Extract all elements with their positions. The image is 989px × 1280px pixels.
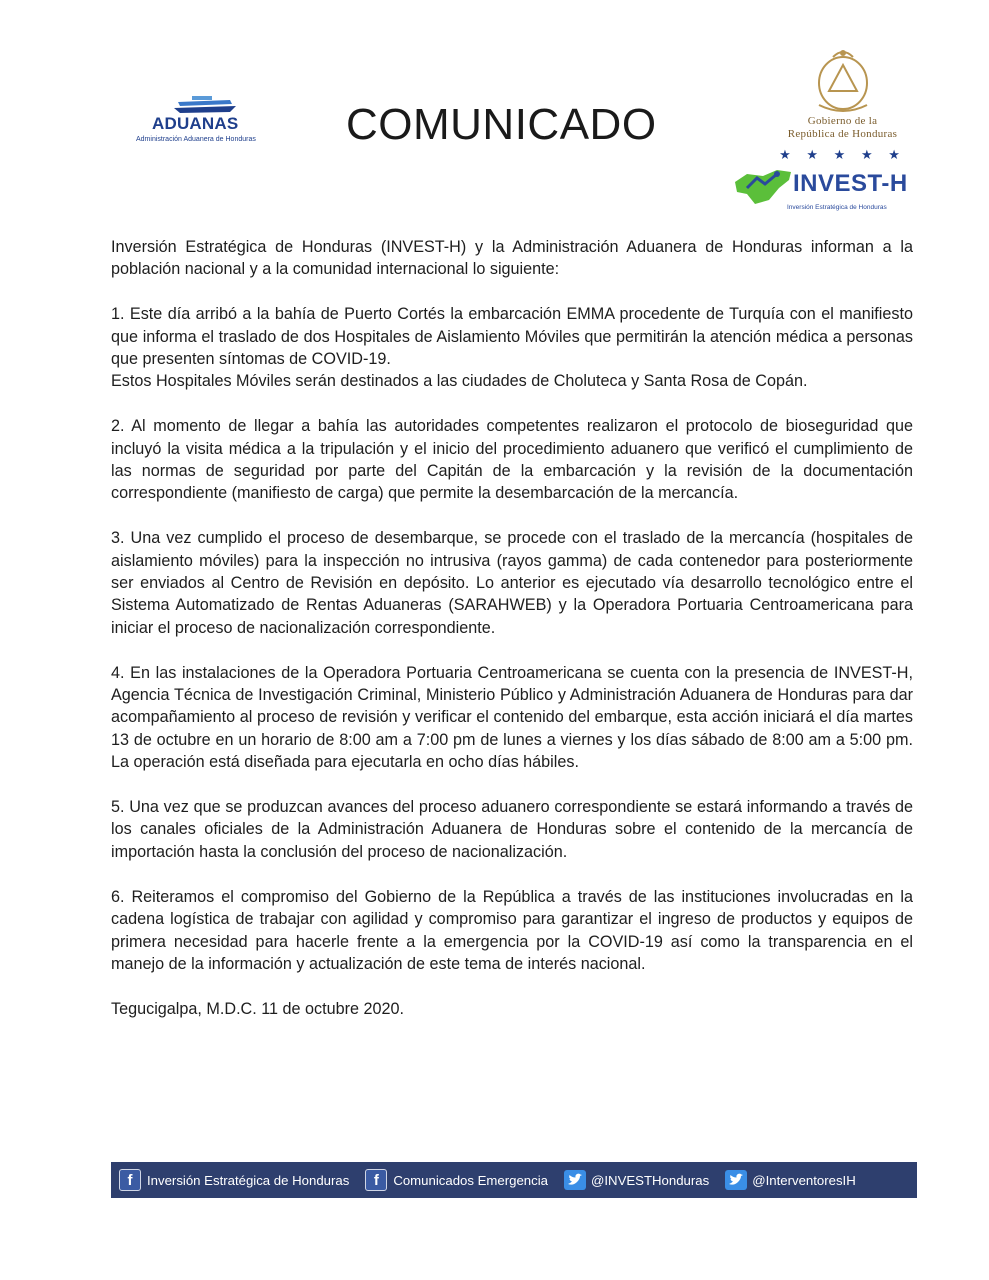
gobierno-logo xyxy=(770,45,915,165)
signoff: Tegucigalpa, M.D.C. 11 de octubre 2020. xyxy=(111,999,405,1018)
honduras-map-icon xyxy=(733,164,795,208)
footer-label: @INVESTHonduras xyxy=(591,1172,710,1188)
aduanas-logo-tagline: Administración Aduanera de Honduras xyxy=(136,136,256,143)
paragraph-1-continuation: Estos Hospitales Móviles serán destinados a las ciudades de Choluteca y Santa Rosa de Copán. xyxy=(111,372,808,391)
twitter-icon xyxy=(564,1170,586,1190)
communique-body xyxy=(111,236,913,1020)
invest-h-logo-name: INVEST-H xyxy=(793,170,908,197)
footer-label: Inversión Estratégica de Honduras xyxy=(147,1172,350,1188)
footer-link-facebook-invest[interactable] xyxy=(119,1169,349,1191)
footer-link-facebook-comunicados[interactable] xyxy=(365,1169,548,1191)
paragraph-6: 6. Reiteramos el compromiso del Gobierno de la República a través de las instituciones involucradas en la cadena logística de trabajar con agilidad y compromiso para garantizar el ingreso de productos y equipos de primera necesidad para hacerle frente a la emergencia por la COVID-19 así como la transparencia en el manejo de la información y actualización de este tema de interés nacional. xyxy=(111,887,913,973)
invest-h-logo xyxy=(733,164,913,216)
paragraph-1: 1. Este día arribó a la bahía de Puerto Cortés la embarcación EMMA procedente de Turquía con el manifiesto que informa el traslado de dos Hospitales de Aislamiento Móviles que permitirán la atención médica a personas que presenten síntomas de COVID-19. xyxy=(111,305,913,369)
invest-h-logo-tagline: Inversión Estratégica de Honduras xyxy=(787,204,887,211)
paragraph-2: 2. Al momento de llegar a bahía las autoridades competentes realizaron el protocolo de bioseguridad que incluyó la visita médica a la tripulación y el inicio del procedimiento aduanero que verificó el cumplimiento de las normas de seguridad por parte del Capitán de la embarcación y la revisión de la documentación correspondiente (manifiesto de carga) que permite la desembarcación de la mercancía. xyxy=(111,417,913,503)
paragraph-4: 4. En las instalaciones de la Operadora Portuaria Centroamericana se cuenta con la presencia de INVEST-H, Agencia Técnica de Investigación Criminal, Ministerio Público y Administración Aduanera de Honduras para dar acompañamiento al proceso de revisión y verificar el contenido del embarque, esta acción iniciará el día martes 13 de octubre en un horario de 8:00 am a 7:00 pm de lunes a viernes y los días sábado de 8:00 am a 5:00 pm. La operación está diseñada para ejecutarla en ocho días hábiles. xyxy=(111,663,913,772)
aduanas-logo-name: ADUANAS xyxy=(152,114,239,133)
gobierno-logo-line1: Gobierno de la xyxy=(807,115,878,127)
facebook-icon: f xyxy=(119,1169,141,1191)
footer-label: Comunicados Emergencia xyxy=(393,1172,548,1188)
coat-of-arms-icon xyxy=(803,45,883,115)
social-footer-bar xyxy=(111,1162,917,1198)
gobierno-logo-line2: República de Honduras xyxy=(787,128,898,140)
ship-icon xyxy=(170,92,240,116)
footer-link-twitter-investhonduras[interactable] xyxy=(564,1170,709,1190)
facebook-icon: f xyxy=(365,1169,387,1191)
footer-label: @InterventoresIH xyxy=(752,1172,856,1188)
gobierno-logo-stars: ★ ★ ★ ★ ★ xyxy=(779,147,906,162)
footer-link-twitter-interventores[interactable] xyxy=(725,1170,856,1190)
page-title: COMUNICADO xyxy=(346,100,657,149)
intro-paragraph: Inversión Estratégica de Honduras (INVEST-H) y la Administración Aduanera de Honduras informan a la población nacional y a la comunidad internacional lo siguiente: xyxy=(111,238,913,279)
paragraph-3: 3. Una vez cumplido el proceso de desembarque, se procede con el traslado de la mercancía (hospitales de aislamiento móviles) para la inspección no intrusiva (rayos gamma) de cada contenedor para posteriormente ser enviados al Centro de Revisión en depósito. Lo anterior es ejecutado vía desarrollo tecnológico entre el Sistema Automatizado de Rentas Aduaneras (SARAHWEB) y la Operadora Portuaria Centroamericana para iniciar el proceso de nacionalización correspondiente. xyxy=(111,529,913,637)
twitter-icon xyxy=(725,1170,747,1190)
aduanas-logo xyxy=(130,92,280,152)
paragraph-5: 5. Una vez que se produzcan avances del proceso aduanero correspondiente se estará informando a través de los canales oficiales de la Administración Aduanera de Honduras sobre el contenido de la mercancía de importación hasta la conclusión del proceso de nacionalización. xyxy=(111,798,913,861)
